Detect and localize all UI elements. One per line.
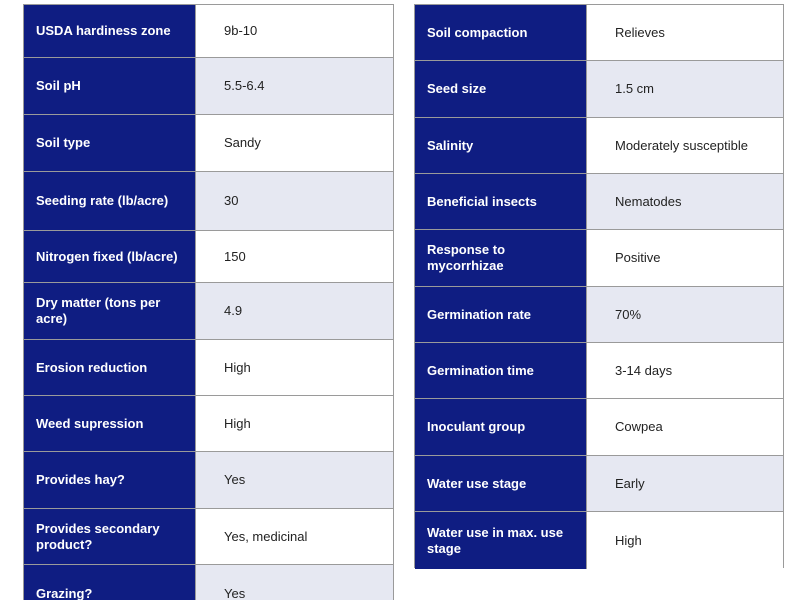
table-row: [415, 512, 783, 569]
row-label: Erosion reduction: [24, 340, 196, 395]
row-label: Germination time: [415, 343, 587, 398]
table-row: [24, 115, 393, 172]
row-value: High: [196, 340, 393, 395]
row-value: Yes: [196, 565, 393, 600]
row-label: Soil pH: [24, 58, 196, 114]
row-value: Nematodes: [587, 174, 783, 229]
table-row: [24, 565, 393, 600]
table-row: [415, 5, 783, 61]
row-label: Response to mycorrhizae: [415, 230, 587, 286]
row-label: USDA hardiness zone: [24, 5, 196, 57]
table-row: [415, 287, 783, 343]
table-row: [24, 396, 393, 452]
row-label: Soil compaction: [415, 5, 587, 60]
row-label: Soil type: [24, 115, 196, 171]
row-value: 150: [196, 231, 393, 282]
left-properties-table: [23, 4, 394, 600]
row-value: 4.9: [196, 283, 393, 339]
row-label: Beneficial insects: [415, 174, 587, 229]
row-value: Cowpea: [587, 399, 783, 455]
table-row: [415, 174, 783, 230]
row-value: Yes: [196, 452, 393, 508]
row-label: Seed size: [415, 61, 587, 117]
row-label: Seeding rate (lb/acre): [24, 172, 196, 230]
table-row: [24, 340, 393, 396]
table-row: [24, 509, 393, 565]
row-label: Water use stage: [415, 456, 587, 511]
row-value: Relieves: [587, 5, 783, 60]
table-row: [24, 58, 393, 115]
row-label: Water use in max. use stage: [415, 512, 587, 569]
row-value: Moderately susceptible: [587, 118, 783, 173]
row-value: 30: [196, 172, 393, 230]
row-label: Germination rate: [415, 287, 587, 342]
table-row: [415, 399, 783, 456]
table-row: [24, 5, 393, 58]
table-row: [24, 172, 393, 231]
row-label: Provides secondary product?: [24, 509, 196, 564]
table-row: [415, 456, 783, 512]
row-label: Inoculant group: [415, 399, 587, 455]
row-label: Weed supression: [24, 396, 196, 451]
row-value: Positive: [587, 230, 783, 286]
row-label: Dry matter (tons per acre): [24, 283, 196, 339]
table-row: [415, 118, 783, 174]
table-row: [415, 230, 783, 287]
row-label: Salinity: [415, 118, 587, 173]
table-row: [24, 452, 393, 509]
table-row: [415, 343, 783, 399]
table-row: [24, 283, 393, 340]
row-value: 1.5 cm: [587, 61, 783, 117]
row-value: Early: [587, 456, 783, 511]
row-value: High: [587, 512, 783, 569]
row-value: Yes, medicinal: [196, 509, 393, 564]
row-value: 9b-10: [196, 5, 393, 57]
right-properties-table: [414, 4, 784, 568]
row-value: 5.5-6.4: [196, 58, 393, 114]
row-label: Grazing?: [24, 565, 196, 600]
row-label: Nitrogen fixed (lb/acre): [24, 231, 196, 282]
table-row: [415, 61, 783, 118]
table-row: [24, 231, 393, 283]
row-value: Sandy: [196, 115, 393, 171]
row-value: 70%: [587, 287, 783, 342]
row-label: Provides hay?: [24, 452, 196, 508]
row-value: High: [196, 396, 393, 451]
row-value: 3-14 days: [587, 343, 783, 398]
